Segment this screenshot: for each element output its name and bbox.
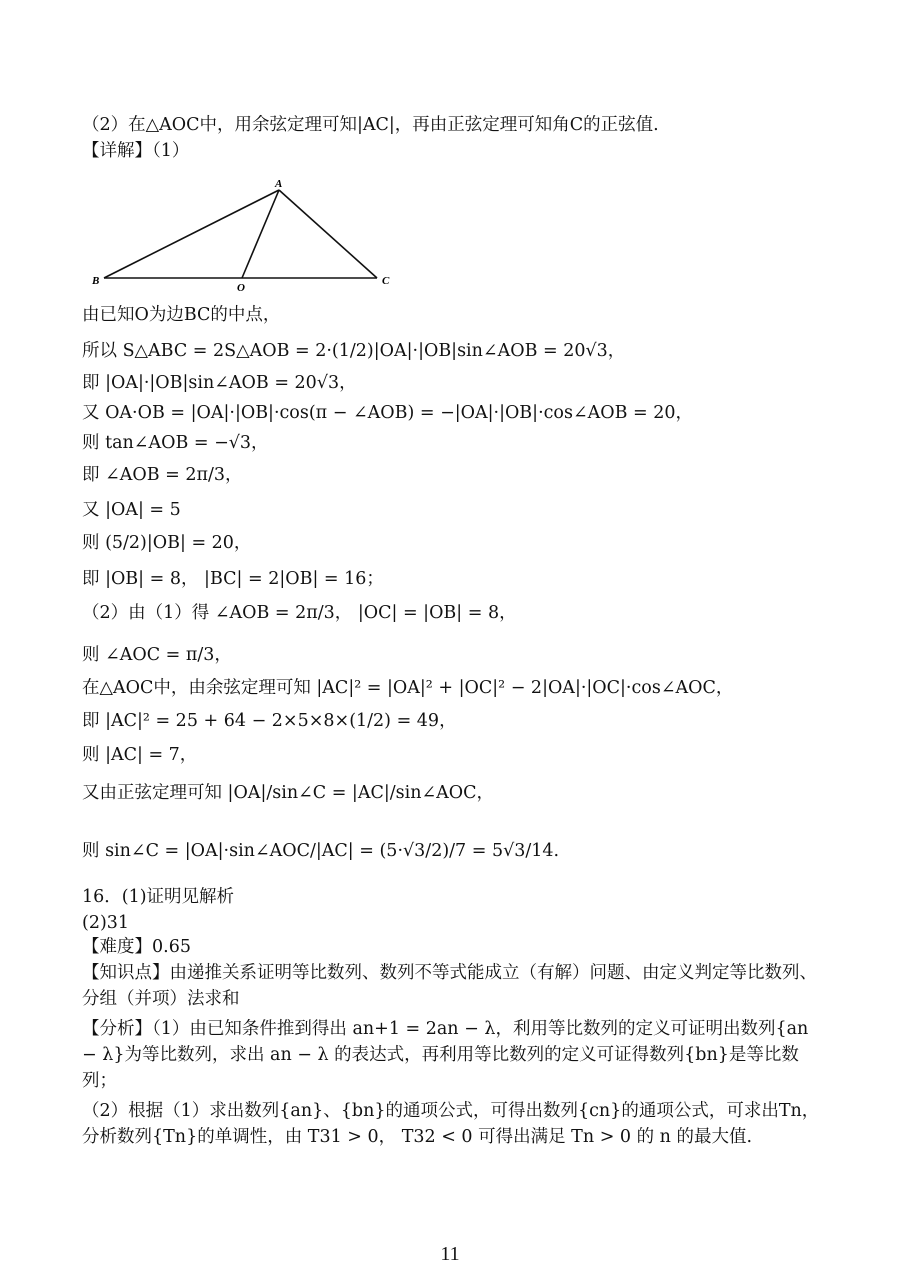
bc-result-line: 即 |OB| = 8， |BC| = 2|OB| = 16； [82,569,384,589]
analysis-part1: 【分析】（1）由已知条件推到得出 an+1 = 2an − λ，利用等比数列的定义可证明出数列{an − λ}为等比数列，求出 an − λ 的表达式，再利用等比数列的定义可证得数列{bn}是等比数列； [82,1019,809,1091]
oa-line: 又 |OA| = 5 [82,500,181,520]
page-number: 11 [440,1243,460,1265]
sin-c-result-line: 则 sin∠C = |OA|·sin∠AOC/|AC| = (5·√3/2)/7 = 5√3/14. [82,841,560,861]
ac-result-line: 则 |AC| = 7， [82,745,198,765]
segment-ao [242,190,279,278]
segment-ac [279,190,377,278]
tan-line: 则 tan∠AOB = −√3， [82,433,269,453]
ob-equation-line: 则 (5/2)|OB| = 20， [82,533,252,553]
triangle-figure [82,174,412,294]
product-equation-line: 即 |OA|·|OB|sin∠AOB = 20√3， [82,373,357,393]
part2-start-line: （2）由（1）得 ∠AOB = 2π/3， |OC| = |OB| = 8， [82,603,517,623]
detailed-solution-heading: 【详解】（1） [82,141,190,161]
knowledge-points: 【知识点】由递推关系证明等比数列、数列不等式能成立（有解）问题、由定义判定等比数列、分组（并项）法求和 [82,963,817,1009]
sine-law-line: 又由正弦定理可知 |OA|/sin∠C = |AC|/sin∠AOC， [82,783,495,803]
analysis-part2: （2）根据（1）求出数列{an}、{bn}的通项公式，可得出数列{cn}的通项公式，可求出Tn，分析数列{Tn}的单调性，由 T31 > 0， T32 < 0 可得出满足 Tn > 0 的 n 的最大值. [82,1101,820,1147]
analysis-part2-line: （2）在△AOC中，用余弦定理可知|AC|，再由正弦定理可知角C的正弦值. [82,115,659,135]
cosine-law-line: 在△AOC中，由余弦定理可知 |AC|² = |OA|² + |OC|² − 2|OA|·|OC|·cos∠AOC， [82,678,734,698]
ac-squared-line: 即 |AC|² = 25 + 64 − 2×5×8×(1/2) = 49， [82,711,457,731]
angle-aob-line: 即 ∠AOB = 2π/3， [82,465,243,485]
q16-part2-answer: (2)31 [82,913,130,933]
segment-ba [104,190,279,278]
area-equation-line: 所以 S△ABC = 2S△AOB = 2·(1/2)|OA|·|OB|sin∠AOB = 20√3， [82,341,626,361]
dot-product-line: 又 OA·OB = |OA|·|OB|·cos(π − ∠AOB) = −|OA|·|OB|·cos∠AOB = 20， [82,403,694,423]
difficulty-line: 【难度】0.65 [82,937,191,957]
known-midpoint-line: 由已知O为边BC的中点， [82,305,281,325]
q16-part1-answer: 16．(1)证明见解析 [82,887,235,907]
label-o: O [237,282,245,294]
label-b: B [92,275,100,287]
label-a: A [275,178,283,190]
label-c: C [382,275,390,287]
angle-aoc-line: 则 ∠AOC = π/3， [82,645,232,665]
